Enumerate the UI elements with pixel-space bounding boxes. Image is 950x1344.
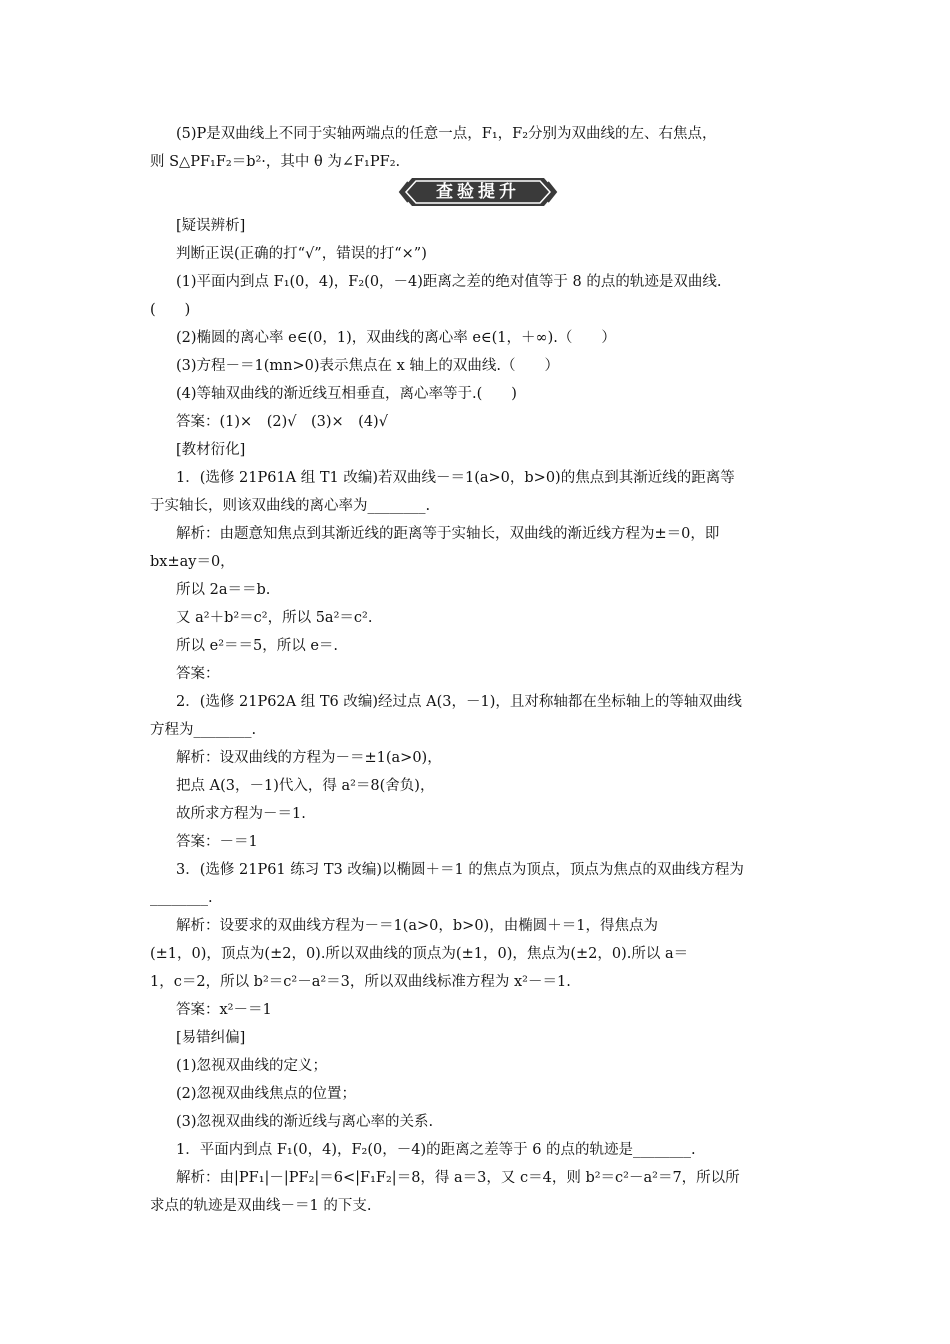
solution-line: 解析：由题意知焦点到其渐近线的距离等于实轴长，双曲线的渐近线方程为±＝0，即 bbox=[176, 526, 720, 542]
answer-line: 答案：x²－＝1 bbox=[176, 1002, 272, 1018]
text-line: 故所求方程为－＝1. bbox=[176, 806, 306, 822]
text-line: 又 a²＋b²＝c²，所以 5a²＝c². bbox=[176, 610, 373, 626]
text-line: 于实轴长，则该双曲线的离心率为________. bbox=[150, 498, 431, 514]
text-line: 1，c＝2，所以 b²＝c²－a²＝3，所以双曲线标准方程为 x²－＝1. bbox=[150, 974, 571, 990]
list-item: (1)忽视双曲线的定义； bbox=[176, 1058, 328, 1074]
section-banner bbox=[398, 176, 558, 208]
text-line: 把点 A(3，－1)代入，得 a²＝8(舍负)， bbox=[176, 778, 435, 794]
text-line: 所以 e²＝＝5，所以 e＝. bbox=[176, 638, 339, 654]
question-item: (1)平面内到点 F₁(0，4)，F₂(0，－4)距离之差的绝对值等于 8 的点的轨迹是双曲线. bbox=[176, 274, 722, 290]
answer-line: 答案：－＝1 bbox=[176, 834, 258, 850]
list-item: (2)忽视双曲线焦点的位置； bbox=[176, 1086, 357, 1102]
section-label: [疑误辨析] bbox=[176, 218, 246, 234]
solution-line: 解析：由|PF₁|－|PF₂|＝6<|F₁F₂|＝8，得 a＝3，又 c＝4，则 b²＝c²－a²＝7，所以所 bbox=[176, 1170, 740, 1186]
text-line: (±1，0)，顶点为(±2，0).所以双曲线的顶点为(±1，0)，焦点为(±2，0).所以 a＝ bbox=[150, 946, 689, 962]
question-item: 1．(选修 21P61A 组 T1 改编)若双曲线－＝1(a>0，b>0)的焦点到其渐近线的距离等 bbox=[176, 470, 735, 486]
answer-blank: ( ) bbox=[150, 302, 191, 318]
solution-line: 解析：设要求的双曲线方程为－＝1(a>0，b>0)，由椭圆＋＝1，得焦点为 bbox=[176, 918, 658, 934]
question-item: (4)等轴双曲线的渐近线互相垂直，离心率等于.( ) bbox=[176, 386, 517, 402]
answer-line: 答案： bbox=[176, 666, 220, 682]
question-item: 3．(选修 21P61 练习 T3 改编)以椭圆＋＝1 的焦点为顶点，顶点为焦点的双曲线方程为 bbox=[176, 862, 744, 878]
text-line: ________. bbox=[150, 890, 213, 906]
text-line: 则 S△PF₁F₂＝b²·，其中 θ 为∠F₁PF₂. bbox=[150, 154, 401, 170]
list-item: (3)忽视双曲线的渐近线与离心率的关系. bbox=[176, 1114, 434, 1130]
question-item: (3)方程－＝1(mn>0)表示焦点在 x 轴上的双曲线.（ ） bbox=[176, 358, 560, 374]
text-line: 所以 2a＝＝b. bbox=[176, 582, 271, 598]
answer-line: 答案：(1)× (2)√ (3)× (4)√ bbox=[176, 414, 388, 430]
section-label: [易错纠偏] bbox=[176, 1030, 246, 1046]
text-line: 方程为________. bbox=[150, 722, 257, 738]
text-line: 求点的轨迹是双曲线－＝1 的下支. bbox=[150, 1198, 372, 1214]
question-item: 2．(选修 21P62A 组 T6 改编)经过点 A(3，－1)，且对称轴都在坐标轴上的等轴双曲线 bbox=[176, 694, 742, 710]
banner-title: 查验提升 bbox=[436, 182, 520, 202]
question-item: (2)椭圆的离心率 e∈(0，1)，双曲线的离心率 e∈(1，＋∞).（ ） bbox=[176, 330, 616, 346]
text-line: (5)P是双曲线上不同于实轴两端点的任意一点，F₁，F₂分别为双曲线的左、右焦点， bbox=[176, 126, 717, 142]
text-line: 判断正误(正确的打“√”，错误的打“×”) bbox=[176, 246, 427, 262]
text-line: bx±ay＝0， bbox=[150, 554, 235, 570]
question-item: 1．平面内到点 F₁(0，4)，F₂(0，－4)的距离之差等于 6 的点的轨迹是________. bbox=[176, 1142, 696, 1158]
section-label: [教材衍化] bbox=[176, 442, 246, 458]
solution-line: 解析：设双曲线的方程为－＝±1(a>0)， bbox=[176, 750, 442, 766]
